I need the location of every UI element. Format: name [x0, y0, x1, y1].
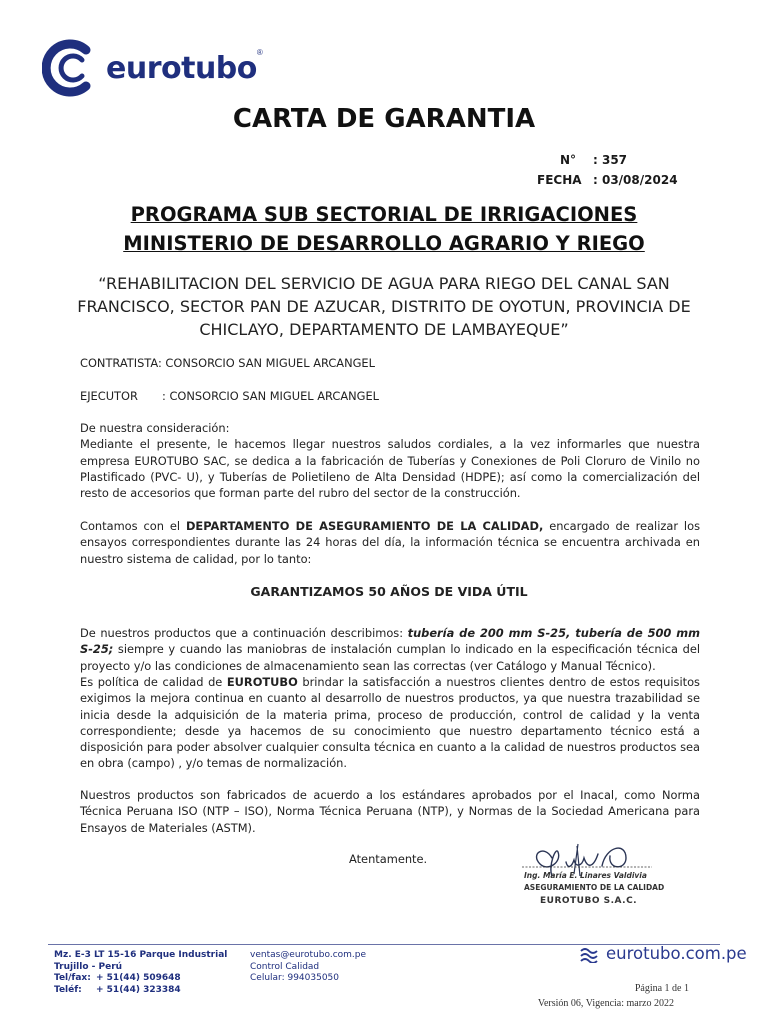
closing: Atentamente. [349, 852, 428, 866]
eurotubo-logo-icon [42, 38, 104, 98]
tel-value: + 51(44) 323384 [96, 984, 181, 995]
project-name: “REHABILITACION DEL SERVICIO DE AGUA PARA RIEGO DEL CANAL SAN FRANCISCO, SECTOR PAN DE AZUCAR, DISTRITO DE OYOTUN, PROVINCIA DE CHICLAYO, DEPARTAMENTO DE LAMBAYEQUE” [77, 274, 691, 339]
wave-icon [578, 945, 604, 963]
guarantee-heading: GARANTIZAMOS 50 AÑOS DE VIDA ÚTIL [250, 584, 528, 599]
signatory-company: EUROTUBO S.A.C. [540, 896, 638, 906]
greeting: De nuestra consideración: [80, 421, 230, 435]
document-meta [537, 150, 678, 190]
registered-mark: ® [256, 48, 263, 57]
program-heading [0, 200, 768, 258]
tel-label: Teléf: [54, 984, 82, 995]
footer-email[interactable]: ventas@eurotubo.com.pe [250, 950, 367, 960]
para3-text-a: De nuestros productos que a continuación describimos: [80, 626, 408, 640]
date-row [537, 170, 678, 190]
footer-address-2: Trujillo - Perú [54, 961, 123, 972]
program-line-1: PROGRAMA SUB SECTORIAL DE IRRIGACIONES [130, 203, 638, 226]
paragraph-standards: Nuestros productos son fabricados de acuerdo a los estándares aprobados por el Inacal, como Norma Técnica Peruana ISO (NTP – ISO), Norma Técnica Peruana (NTP), y Normas de la Sociedad Americana para Ensayos de Materiales (ASTM). [80, 788, 700, 835]
footer-contact [250, 950, 366, 985]
number-row [537, 150, 678, 170]
para2-text-c: encargado de realizar los ensayos correspondientes durante las 24 horas del día, la información técnica se encuentra archivada en nuestro sistema de calidad, por lo tanto: [80, 519, 701, 566]
contractor-line: CONTRATISTA: CONSORCIO SAN MIGUEL ARCANGEL [80, 356, 375, 370]
para2-dept-name: DEPARTAMENTO DE ASEGURAMIENTO DE LA CALIDAD, [185, 519, 544, 533]
telfax-label: Tel/fax: [54, 973, 91, 983]
number-value: : 357 [593, 153, 628, 167]
logo-wordmark: eurotubo [106, 50, 257, 86]
executor-line [80, 389, 379, 403]
footer-dept: Control Calidad [250, 961, 320, 972]
page-number: Página 1 de 1 [634, 983, 689, 994]
document-version: Versión 06, Vigencia: marzo 2022 [537, 998, 674, 1009]
para3-text-c: siempre y cuando las maniobras de instalación cumplan lo indicado en la especificación técnica del proyecto y/o las condiciones de almacenamiento sean las correctas (ver Catálogo y Manual Técnico). [80, 642, 700, 673]
website-url[interactable]: eurotubo.com.pe [606, 944, 747, 963]
para4-text-a: Es política de calidad de [80, 675, 227, 689]
document-title: CARTA DE GARANTIA [232, 104, 536, 134]
number-label: N° [560, 153, 577, 167]
para3-products: tubería de 200 mm S-25, tubería de 500 mm S-25; [80, 626, 700, 657]
paragraph-products [80, 625, 700, 674]
para4-brand: EUROTUBO [226, 675, 298, 689]
telfax-value: + 51(44) 509648 [96, 973, 181, 983]
signatory-role: ASEGURAMIENTO DE LA CALIDAD [524, 883, 665, 892]
para4-text-c: brindar la satisfacción a nuestros clientes dentro de estos requisitos exigimos la mejora continua en cuanto al desarrollo de nuestros productos, ya que nuestra trazabilidad se inicia desde la adquisición de la materia prima, proceso de producción, control de calidad y la venta correspondiente; desde ya hacemos de su conocimiento que nuestro departamento técnico está a disposición para poder absolver cualquier consulta técnica en cuanto a la calidad de nuestros productos sea en obra (campo) , y/o temas de normalización. [80, 675, 700, 771]
paragraph-company: Mediante el presente, le hacemos llegar nuestros saludos cordiales, a la vez informarles que nuestra empresa EUROTUBO SAC, se dedica a la fabricación de Tuberías y Conexiones de Poli Cloruro de Vinilo no Plastificado (PVC- U), y Tuberías de Polietileno de Alta Densidad (HDPE); así como la comercialización del resto de accesorios que forman parte del rubro del sector de la construcción. [80, 437, 700, 501]
company-logo [42, 38, 263, 98]
paragraph-quality-dept [80, 518, 700, 567]
signatory-name: Ing. María E. Linares Valdivia [524, 871, 647, 880]
footer-cell: Celular: 994035050 [250, 973, 340, 983]
executor-label: EJECUTOR [80, 389, 138, 403]
date-value: : 03/08/2024 [593, 173, 678, 187]
executor-value: : CONSORCIO SAN MIGUEL ARCANGEL [162, 389, 380, 403]
program-line-2: MINISTERIO DE DESARROLLO AGRARIO Y RIEGO [123, 232, 645, 255]
footer-address-1: Mz. E-3 LT 15-16 Parque Industrial [54, 950, 228, 960]
body-intro [80, 420, 700, 501]
para2-text-a: Contamos con el [80, 519, 186, 533]
footer-website[interactable] [578, 944, 747, 963]
date-label: FECHA [537, 173, 582, 187]
paragraph-policy [80, 674, 700, 772]
